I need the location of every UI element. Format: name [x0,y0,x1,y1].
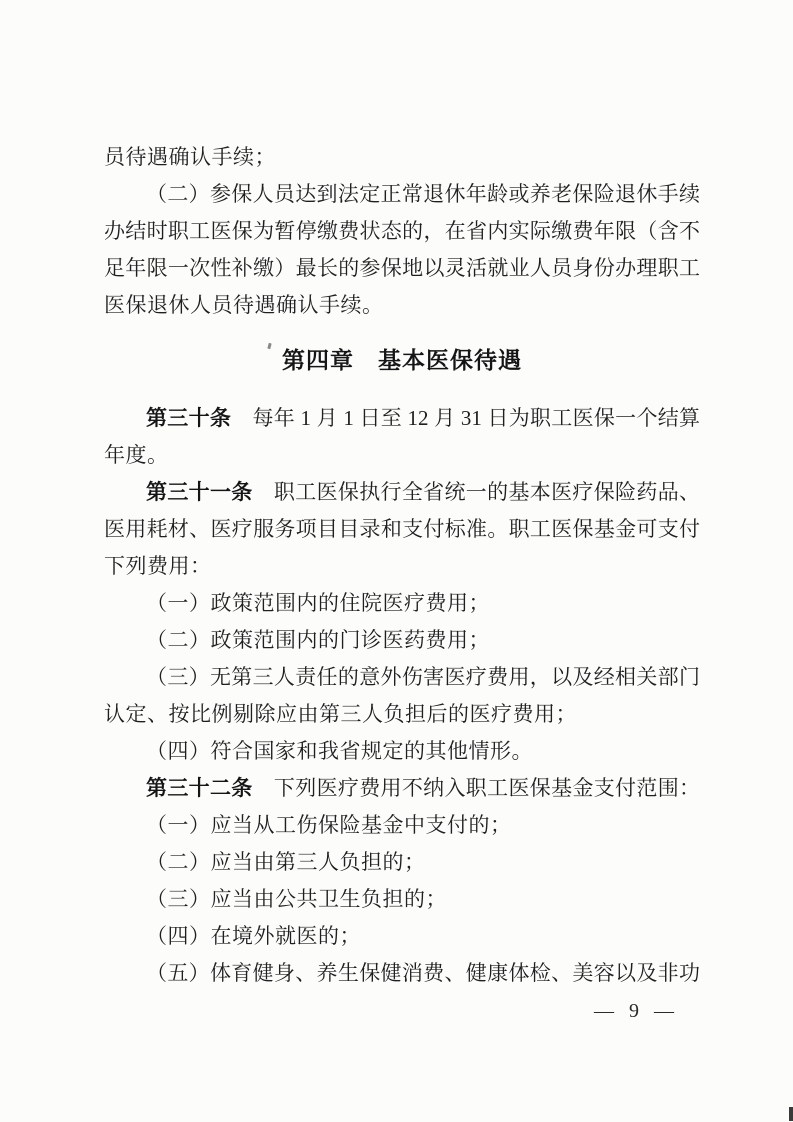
scan-artifact-mark [789,1107,793,1121]
page-number: — 9 — [594,1000,676,1022]
text-line: 下列费用： [104,554,212,578]
list-item: （二）应当由第三人负担的； [146,850,426,874]
text-line: 足年限一次性补缴）最长的参保地以灵活就业人员身份办理职工 [104,256,700,280]
list-item: （四）符合国家和我省规定的其他情形。 [146,739,533,763]
text-line: 年度。 [104,443,169,467]
line-text: 职工医保执行全省统一的基本医疗保险药品、 [252,480,701,504]
text-line-article-31 [104,474,700,511]
text-line: 医用耗材、医疗服务项目目录和支付标准。职工医保基金可支付 [104,517,700,541]
list-item: （三）无第三人责任的意外伤害医疗费用，以及经相关部门 [146,665,700,689]
line-text: 每年 1 月 1 日至 12 月 31 日为职工医保一个结算 [231,406,701,430]
text-line: （二）参保人员达到法定正常退休年龄或养老保险退休手续 [146,182,700,206]
article-number: 第三十条 [146,406,232,430]
text-line-article-30 [104,400,700,437]
list-item: （三）应当由公共卫生负担的； [146,887,447,911]
list-item: （一）政策范围内的住院医疗费用； [146,591,490,615]
text-line: 员待遇确认手续； [104,145,276,169]
article-number: 第三十二条 [146,776,253,800]
article-number: 第三十一条 [146,480,253,504]
list-item: （五）体育健身、养生保健消费、健康体检、美容以及非功 [146,961,700,985]
list-item: （四）在境外就医的； [146,924,361,948]
chapter-heading: 第四章 基本医保待遇 [282,348,522,373]
text-line: 认定、按比例剔除应由第三人负担后的医疗费用； [104,702,577,726]
list-item: （一）应当从工伤保险基金中支付的； [146,813,512,837]
text-line: 医保退休人员待遇确认手续。 [104,293,384,317]
text-line: 办结时职工医保为暂停缴费状态的，在省内实际缴费年限（含不 [104,219,700,243]
list-item: （二）政策范围内的门诊医药费用； [146,628,490,652]
document-body [104,139,700,992]
text-line-article-32 [104,770,700,807]
line-text: 下列医疗费用不纳入职工医保基金支付范围： [252,776,701,800]
